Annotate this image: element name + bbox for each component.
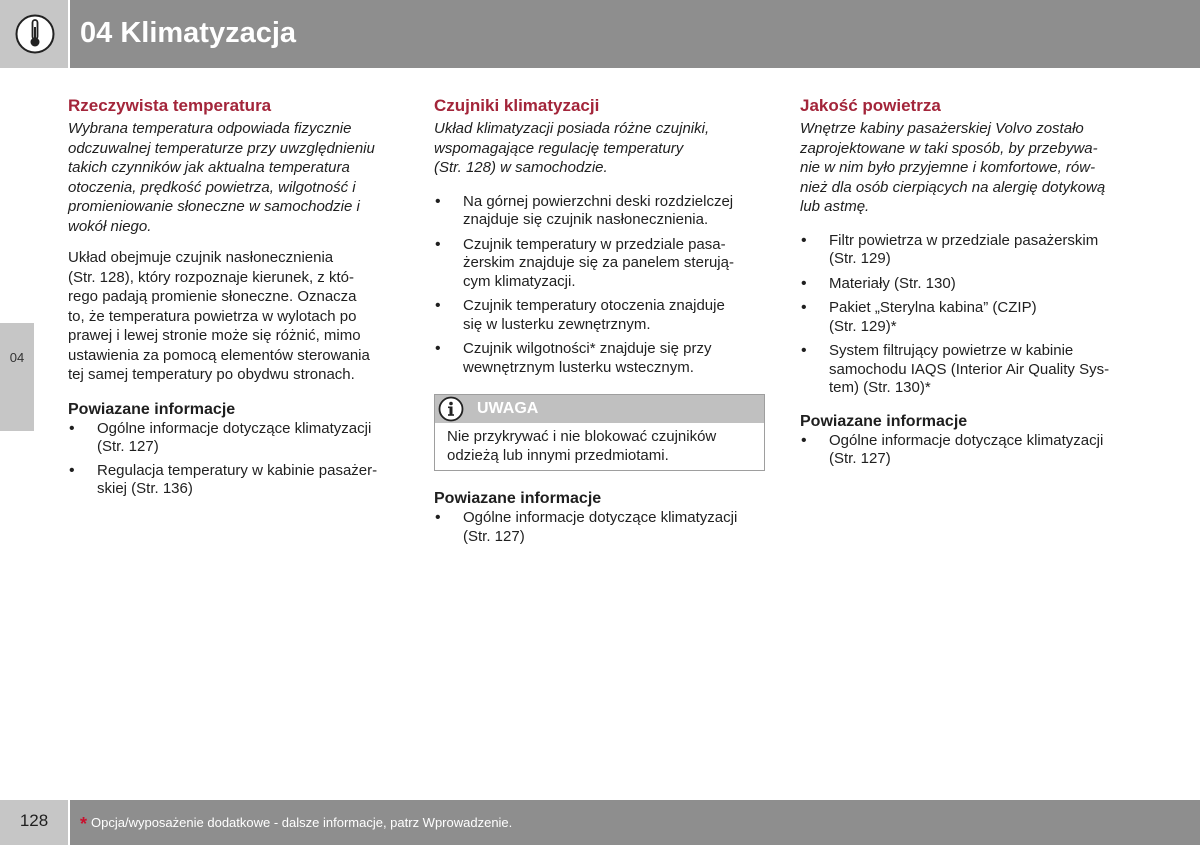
related-link[interactable]: • Regulacja temperatury w kabinie pasażer- skiej (Str. 136) bbox=[68, 462, 403, 499]
section-intro: Układ klimatyzacji posiada różne czujniki, wspomagające regulację temperatury (Str. 128) w samochodzie. bbox=[434, 120, 710, 176]
info-icon bbox=[438, 396, 464, 422]
footnote-text: Opcja/wyposażenie dodatkowe - dalsze informacje, patrz Wprowadzenie. bbox=[91, 815, 513, 830]
related-link[interactable]: • Ogólne informacje dotyczące klimatyzacji (Str. 127) bbox=[434, 509, 769, 546]
section-heading: Rzeczywista temperatura bbox=[68, 96, 272, 115]
list-item: • Pakiet „Sterylna kabina” (CZIP) (Str. 129)* bbox=[800, 299, 1135, 336]
related-section-sensors bbox=[434, 489, 769, 546]
section-climate-sensors bbox=[434, 95, 769, 377]
note-header bbox=[435, 395, 764, 423]
sensor-list bbox=[434, 193, 769, 378]
list-item: • Czujnik temperatury otoczenia znajduje się w lusterku zewnętrznym. bbox=[434, 297, 769, 334]
related-link[interactable]: • Ogólne informacje dotyczące klimatyzacji (Str. 127) bbox=[68, 420, 403, 457]
thermometer-icon bbox=[15, 14, 55, 54]
list-item: • Na górnej powierzchni deski rozdzielczej znajduje się czujnik nasłonecznienia. bbox=[434, 193, 769, 230]
footnote-star: * bbox=[80, 814, 88, 834]
note-box bbox=[434, 394, 765, 471]
footnote bbox=[80, 814, 512, 833]
section-intro: Wybrana temperatura odpowiada fizycznie odczuwalnej temperaturze przy uwzględnieniu takich czynników jak aktualna temperatura otoczenia, prędkość powietrza, wilgotność i promieniowanie słoneczne w samochodzie i wokół niego. bbox=[68, 120, 375, 235]
page-title: 04 Klimatyzacja bbox=[80, 17, 297, 49]
section-air-quality bbox=[800, 95, 1135, 469]
list-item: • Czujnik temperatury w przedziale pasa- żerskim znajduje się za panelem sterują- cym klimatyzacji. bbox=[434, 236, 769, 292]
chapter-tab bbox=[0, 323, 34, 431]
section-body: Układ obejmuje czujnik nasłonecznienia (Str. 128), który rozpoznaje kierunek, z któ- rego padają promienie słoneczne. Oznacza to, że temperatura powietrza w wylotach po prawej i lewej stronie może się różnić, mimo ustawienia za pomocą elementów sterowania tej samej temperatury po obydwu stronach. bbox=[68, 249, 370, 383]
related-list bbox=[434, 509, 769, 546]
air-quality-list bbox=[800, 232, 1135, 398]
section-actual-temperature bbox=[68, 95, 403, 499]
page-number: 128 bbox=[19, 811, 49, 830]
list-item: • Filtr powietrza w przedziale pasażerskim (Str. 129) bbox=[800, 232, 1135, 269]
related-heading: Powiazane informacje bbox=[68, 400, 236, 418]
chapter-tab-label: 04 bbox=[9, 350, 25, 365]
related-heading: Powiazane informacje bbox=[434, 490, 602, 507]
list-item: • System filtrujący powietrze w kabinie samochodu IAQS (Interior Air Quality Sys- tem) (Str. 130)* bbox=[800, 342, 1135, 398]
list-item: • Czujnik wilgotności* znajduje się przy wewnętrznym lusterku wstecznym. bbox=[434, 340, 769, 377]
section-heading: Czujniki klimatyzacji bbox=[434, 96, 600, 115]
note-title: UWAGA bbox=[477, 400, 539, 417]
section-heading: Jakość powietrza bbox=[800, 96, 941, 115]
related-list bbox=[800, 432, 1135, 469]
note-text: Nie przykrywać i nie blokować czujników odzieżą lub innymi przedmiotami. bbox=[447, 428, 717, 464]
related-list bbox=[68, 420, 403, 499]
related-link[interactable]: • Ogólne informacje dotyczące klimatyzacji (Str. 127) bbox=[800, 432, 1135, 469]
list-item: • Materiały (Str. 130) bbox=[800, 275, 1135, 294]
section-intro: Wnętrze kabiny pasażerskiej Volvo zostało zaprojektowane w taki sposób, by przebywa- nie w nim było przyjemne i komfortowe, rów- nież dla osób cierpiących na alergię dotykową lub astmę. bbox=[800, 120, 1106, 215]
related-heading: Powiazane informacje bbox=[800, 412, 968, 430]
